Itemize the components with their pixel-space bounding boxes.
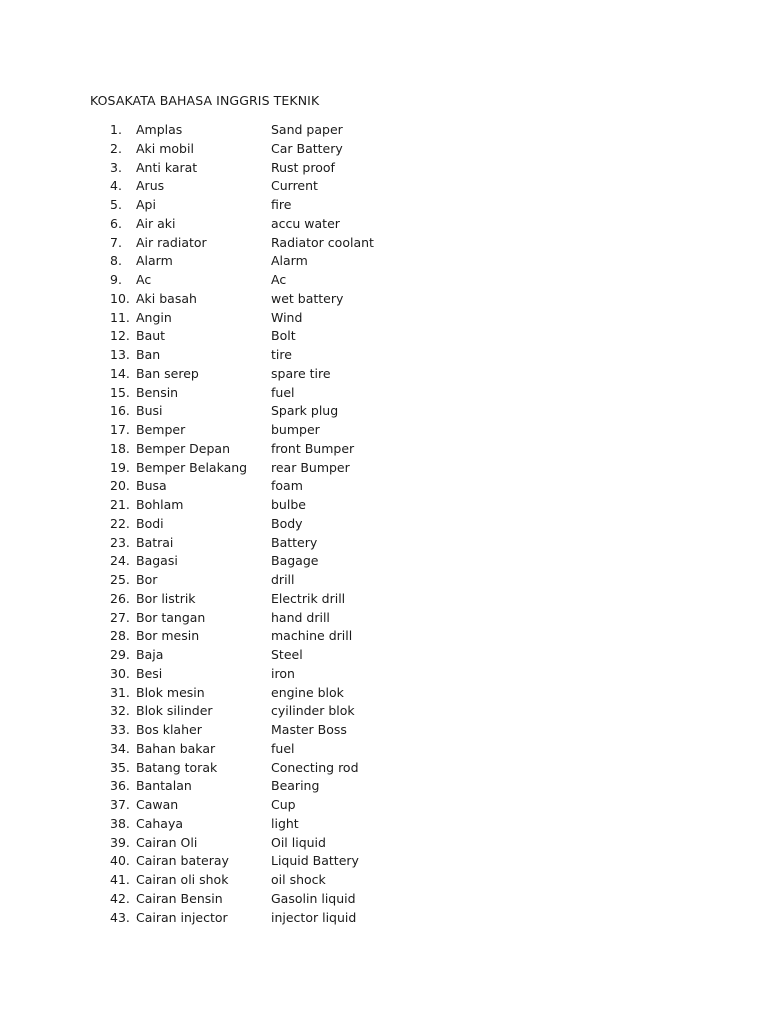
item-translation: Sand paper (271, 122, 343, 137)
item-translation: Oil liquid (271, 834, 326, 850)
item-term: Alarm (136, 253, 173, 269)
item-translation: Cup (271, 797, 296, 812)
item-translation: iron (271, 665, 295, 681)
item-number: 30. (110, 665, 130, 681)
item-term: Ban (136, 347, 161, 362)
item-term: Bos klaher (136, 722, 202, 737)
item-number: 12. (110, 328, 130, 344)
item-translation: Bearing (271, 778, 320, 794)
item-number: 24. (110, 553, 130, 569)
item-translation: accu water (271, 215, 340, 231)
list-item (0, 440, 768, 459)
item-term: Amplas (136, 122, 183, 137)
list-item (0, 121, 768, 140)
list-item (0, 646, 768, 665)
item-term: Bensin (136, 384, 179, 400)
item-term: Cairan injector (136, 909, 228, 925)
item-term: Batang torak (136, 759, 218, 775)
item-translation: Rust proof (271, 159, 335, 175)
item-term: Air aki (136, 215, 176, 231)
list-item (0, 552, 768, 571)
list-item (0, 459, 768, 478)
item-number: 1. (110, 122, 122, 137)
item-term: Api (136, 197, 156, 212)
item-translation: Master Boss (271, 722, 347, 737)
list-item (0, 909, 768, 928)
item-term: Cairan bateray (136, 853, 229, 869)
item-translation: bumper (271, 422, 320, 437)
item-translation: injector liquid (271, 909, 357, 925)
item-term: Cairan oli shok (136, 872, 229, 887)
item-translation: wet battery (271, 290, 344, 306)
item-term: Aki mobil (136, 140, 194, 156)
item-number: 33. (110, 722, 130, 737)
item-number: 22. (110, 515, 130, 531)
item-number: 19. (110, 459, 130, 475)
item-number: 20. (110, 478, 130, 494)
list-item (0, 252, 768, 271)
item-number: 5. (110, 197, 122, 212)
item-term: Batrai (136, 534, 174, 550)
item-number: 26. (110, 590, 130, 606)
item-number: 17. (110, 422, 130, 437)
item-term: Cawan (136, 797, 179, 812)
item-number: 3. (110, 159, 122, 175)
list-item (0, 477, 768, 496)
item-translation: Battery (271, 534, 318, 550)
list-item (0, 421, 768, 440)
item-term: Bor tangan (136, 609, 206, 625)
item-term: Bahan bakar (136, 740, 216, 756)
list-item (0, 834, 768, 853)
item-number: 35. (110, 759, 130, 775)
item-translation: machine drill (271, 628, 353, 644)
list-item (0, 815, 768, 834)
item-translation: Liquid Battery (271, 853, 359, 869)
item-term: Angin (136, 309, 172, 325)
item-number: 32. (110, 703, 130, 719)
list-item (0, 290, 768, 309)
list-item (0, 740, 768, 759)
item-number: 6. (110, 215, 122, 231)
item-translation: drill (271, 572, 295, 587)
item-term: Ban serep (136, 365, 199, 381)
list-item (0, 571, 768, 590)
item-translation: Ac (271, 272, 287, 287)
item-translation: Conecting rod (271, 759, 359, 775)
list-item (0, 215, 768, 234)
item-number: 29. (110, 647, 130, 662)
list-item (0, 159, 768, 178)
list-item (0, 196, 768, 215)
item-term: Blok silinder (136, 703, 213, 719)
item-term: Baja (136, 647, 164, 662)
item-translation: spare tire (271, 365, 331, 381)
list-item (0, 871, 768, 890)
list-item (0, 684, 768, 703)
list-item (0, 590, 768, 609)
item-number: 40. (110, 853, 130, 869)
list-item (0, 309, 768, 328)
item-number: 34. (110, 740, 130, 756)
list-item (0, 346, 768, 365)
item-translation: cyilinder blok (271, 703, 355, 719)
item-translation: Spark plug (271, 403, 339, 419)
item-translation: Bolt (271, 328, 296, 344)
list-item (0, 665, 768, 684)
item-number: 7. (110, 234, 122, 250)
item-translation: oil shock (271, 872, 326, 887)
item-term: Cahaya (136, 815, 184, 831)
item-number: 21. (110, 497, 130, 512)
item-term: Bemper Belakang (136, 459, 248, 475)
item-number: 25. (110, 572, 130, 587)
item-number: 10. (110, 290, 130, 306)
item-number: 37. (110, 797, 130, 812)
item-translation: Radiator coolant (271, 234, 374, 250)
item-translation: tire (271, 347, 292, 362)
item-translation: front Bumper (271, 440, 355, 456)
item-number: 2. (110, 140, 122, 156)
item-number: 31. (110, 684, 130, 700)
item-number: 15. (110, 384, 130, 400)
item-term: Busa (136, 478, 167, 494)
item-number: 28. (110, 628, 130, 644)
item-term: Arus (136, 178, 165, 194)
item-number: 27. (110, 609, 130, 625)
item-term: Busi (136, 403, 163, 419)
item-translation: Body (271, 515, 303, 531)
item-number: 43. (110, 909, 130, 925)
item-translation: Car Battery (271, 140, 343, 156)
item-translation: fire (271, 197, 292, 212)
list-item (0, 852, 768, 871)
item-translation: bulbe (271, 497, 306, 512)
item-term: Ac (136, 272, 152, 287)
item-term: Bor listrik (136, 590, 196, 606)
list-item (0, 177, 768, 196)
item-translation: Gasolin liquid (271, 890, 356, 906)
item-term: Cairan Bensin (136, 890, 223, 906)
list-item (0, 627, 768, 646)
item-number: 13. (110, 347, 130, 362)
list-item (0, 721, 768, 740)
item-translation: engine blok (271, 684, 344, 700)
item-term: Bor mesin (136, 628, 200, 644)
item-translation: Bagage (271, 553, 319, 569)
item-term: Anti karat (136, 159, 198, 175)
item-number: 41. (110, 872, 130, 887)
list-item (0, 759, 768, 778)
item-term: Bohlam (136, 497, 184, 512)
item-term: Bemper (136, 422, 186, 437)
item-translation: Current (271, 178, 318, 194)
list-item (0, 702, 768, 721)
item-number: 16. (110, 403, 130, 419)
item-term: Bagasi (136, 553, 178, 569)
item-term: Air radiator (136, 234, 207, 250)
vocabulary-list (0, 121, 768, 927)
item-number: 42. (110, 890, 130, 906)
list-item (0, 796, 768, 815)
item-number: 18. (110, 440, 130, 456)
list-item (0, 327, 768, 346)
item-number: 36. (110, 778, 130, 794)
item-term: Cairan Oli (136, 834, 198, 850)
item-number: 9. (110, 272, 122, 287)
item-term: Bemper Depan (136, 440, 231, 456)
list-item (0, 515, 768, 534)
item-translation: Steel (271, 647, 303, 662)
item-number: 4. (110, 178, 122, 194)
list-item (0, 384, 768, 403)
item-number: 14. (110, 365, 130, 381)
item-translation: fuel (271, 740, 295, 756)
item-translation: Wind (271, 309, 303, 325)
item-term: Besi (136, 665, 163, 681)
item-number: 39. (110, 834, 130, 850)
item-term: Bantalan (136, 778, 192, 794)
item-translation: Electrik drill (271, 590, 346, 606)
item-term: Blok mesin (136, 684, 205, 700)
item-translation: fuel (271, 384, 295, 400)
list-item (0, 890, 768, 909)
item-translation: hand drill (271, 609, 330, 625)
item-number: 23. (110, 534, 130, 550)
item-term: Baut (136, 328, 166, 344)
item-term: Bor (136, 572, 158, 587)
item-number: 11. (110, 309, 130, 325)
item-translation: rear Bumper (271, 459, 350, 475)
list-item (0, 496, 768, 515)
list-item (0, 365, 768, 384)
list-item (0, 234, 768, 253)
list-item (0, 402, 768, 421)
item-number: 38. (110, 815, 130, 831)
list-item (0, 271, 768, 290)
item-term: Bodi (136, 515, 164, 531)
list-item (0, 777, 768, 796)
list-item (0, 140, 768, 159)
item-translation: foam (271, 478, 303, 494)
list-item (0, 534, 768, 553)
list-item (0, 609, 768, 628)
document-title: KOSAKATA BAHASA INGGRIS TEKNIK (90, 93, 320, 108)
item-translation: light (271, 815, 299, 831)
item-translation: Alarm (271, 253, 308, 269)
item-number: 8. (110, 253, 122, 269)
item-term: Aki basah (136, 290, 197, 306)
